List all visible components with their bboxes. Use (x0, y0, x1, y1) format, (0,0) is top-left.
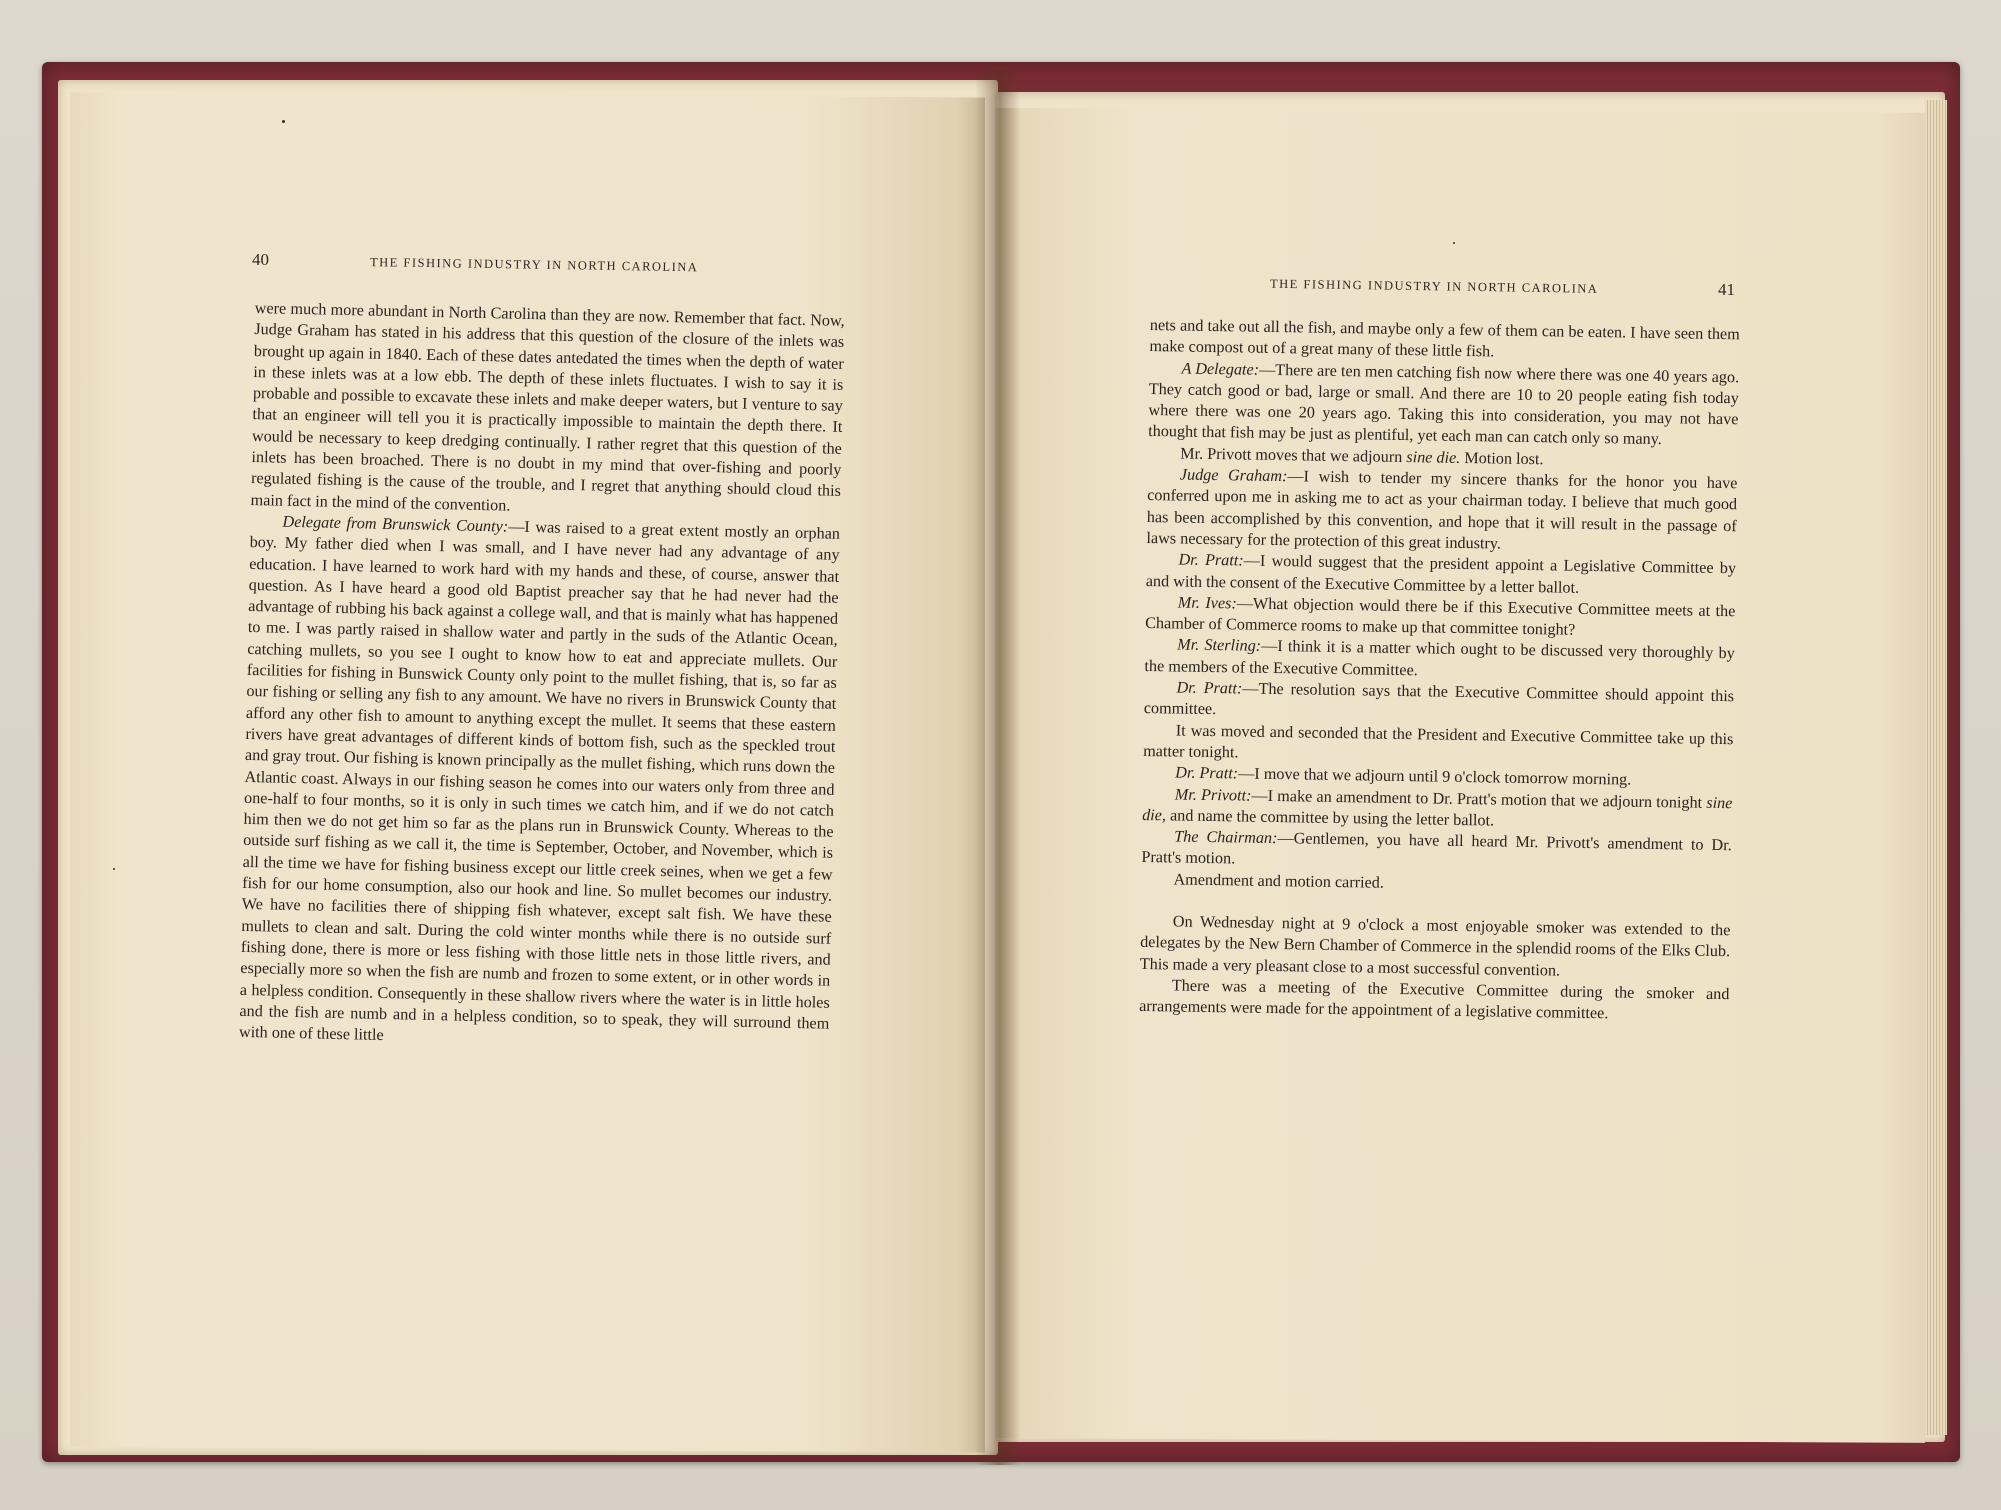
speaker-name: Dr. Pratt: (1178, 550, 1244, 570)
paragraph-text: —I make an amendment to Dr. Pratt's motion that we adjourn tonight (1251, 786, 1707, 812)
paragraph-text: Mr. Privott moves that we adjourn (1180, 444, 1407, 466)
paragraph (1146, 464, 1737, 558)
paragraph-text: —What objection would there be if this Executive Committee meets at the Chamber of Commerce rooms to make up that committee tonight? (1145, 594, 1736, 639)
left-running-head-text: THE FISHING INDUSTRY IN NORTH CAROLINA (369, 255, 699, 275)
book-gutter (975, 70, 1020, 1465)
speaker-name: Judge Graham: (1179, 465, 1288, 486)
paragraph-text: —There are ten men catching fish now where there was one 40 years ago. They catch good or bad, large or small. And there are 10 to 20 people eating fish today where there was one 20 years ago. Taking this into consideration, you may not have thought that fish may be just as plentiful, yet each man can catch only so many. (1148, 360, 1740, 449)
paragraph-text: —I wish to tender my sincere thanks for the honor you have conferred upon me in asking me to act as your chairman today. I believe that much good has been accomplished by this convention, and hope that it will result in the passage of laws necessary for the protection of this great industry. (1146, 467, 1738, 553)
paragraph (1148, 358, 1739, 452)
paragraph: were much more abundant in North Carolina than they are now. Remember that fact. Now, Judge Graham has stated in his address that this question of the closure of the inlets was brought up again in 1840. Each of these dates antedated the times when the depth of water in these inlets was at a low ebb. The depth of these inlets fluctuates. I wish to say it is probable and possible to excavate these inlets and make deeper waters, but I venture to say that an engineer will tell you it is practically impossible to maintain the depth there. It would be necessary to keep dredging continually. I rather regret that this question of the inlets has been broached. There is no doubt in my mind that over-fishing and poorly regulated fishing is the cause of the trouble, and I regret that anything should cloud this main fact in the mind of the convention. (250, 298, 845, 515)
paragraph-text: —I think it is a matter which ought to be discussed very thoroughly by the members of the Executive Committee. (1144, 637, 1735, 679)
speaker-name: Mr. Privott: (1174, 784, 1252, 805)
speaker-name: The Chairman: (1174, 827, 1278, 848)
paragraph-text: —I move that we adjourn until 9 o'clock tomorrow morning. (1238, 764, 1632, 789)
paper-speck (113, 868, 115, 870)
paper-speck (282, 120, 285, 123)
speaker-name: Delegate from Brunswick County: (282, 512, 509, 536)
speaker-name: A Delegate: (1181, 359, 1260, 379)
left-page-body (239, 298, 845, 1056)
paragraph-text: —I would suggest that the president appoint a Legislative Committee by and with the consent of the Executive Committee by a letter ballot. (1145, 551, 1737, 597)
right-page-number: 41 (1718, 280, 1735, 299)
speaker-name: Dr. Pratt: (1175, 763, 1239, 783)
left-page-number: 40 (252, 250, 269, 269)
speaker-name: Dr. Pratt: (1176, 678, 1243, 698)
speaker-name: Mr. Ives: (1177, 593, 1237, 613)
paragraph: nets and take out all the fish, and maybe only a few of them can be eaten. I have seen them make compost out of a great many of these little fish. (1149, 315, 1740, 361)
page-edges (1925, 100, 1947, 1435)
speaker-name: Mr. Sterling: (1177, 635, 1262, 656)
paragraph-text: —Gentlemen, you have all heard Mr. Privott's amendment to Dr. Pratt's motion. (1141, 829, 1732, 868)
paper-speck (1453, 242, 1455, 244)
paragraph-text: —I was raised to a great extent mostly an orphan boy. My father died when I was small, and I have never had any advantage of any education. I have learned to work hard with my hands and these, of course, answer that question. As I have heard a good old Baptist preacher say that he had never had the advantage of rubbing his back against a college wall, and that is mainly what has happened to me. I was partly raised in shallow water and partly in the suds of the Atlantic Ocean, catching mullets, so you see I ought to know how to eat and appreciate mullets. Our facilities for fishing in Bunswick County only point to the mullet fishing, that is, so far as our fishing or selling any fish to any amount. We have no rivers in Brunswick County that afford any other fish to amount to anything except the mullet. It seems that these eastern rivers have great advantages of different kinds of bottom fish, such as the speckled trout and gray trout. Our fishing is known principally as the mullet fishing, which runs down the Atlantic coast. Always in our fishing season he comes into our waters only from three and one-half to four months, so it is only in such times we catch him, and if we do not catch him then we do not get him so far as the plans run in Brunswick County. Whereas to the outside surf fishing as we call it, the time is September, October, and November, which is all the time we have for fishing business except our little creek seines, when we get a few fish for our home consumption, also our hook and line. So mullet becomes our industry. We have no facilities there of shipping fish whatever, except salt fish. We have these mullets to clean and salt. During the cold winter months while there is no outside surf fishing done, there is more or less fishing with those little nets in those little rivers, and especially more so when the fish are numb and frozen to some extent, or in other words in a helpless condition. Consequently in these shallow rivers where the water is in little holes and the fish are numb and in a helpless condition, so to speak, they will surround them with one of these little (238, 517, 841, 1045)
latin-phrase: sine die. (1406, 447, 1461, 467)
paragraph-text: —The resolution says that the Executive Committee should appoint this committee. (1143, 679, 1735, 719)
right-running-head: THE FISHING INDUSTRY IN NORTH CAROLINA (1269, 276, 1599, 296)
right-page-body (1139, 315, 1740, 1027)
paragraph: On Wednesday night at 9 o'clock a most enjoyable smoker was extended to the delegates by the New Bern Chamber of Commerce in the splendid rooms of the Elks Club. This made a very pleasant close to a most successful convention. (1139, 912, 1731, 980)
paragraph: It was moved and seconded that the President and Executive Committee take up this matter tonight. (1143, 721, 1734, 762)
paragraph-text: and name the committee by using the letter ballot. (1165, 806, 1495, 830)
paragraph-text: Motion lost. (1460, 448, 1544, 468)
latin-phrase: sine die, (1142, 793, 1733, 825)
paragraph: There was a meeting of the Executive Committee during the smoker and arrangements were made for the appointment of a legislative committee. (1139, 976, 1730, 1023)
paragraph: Amendment and motion carried. (1173, 870, 1385, 892)
paragraph (239, 511, 840, 1056)
